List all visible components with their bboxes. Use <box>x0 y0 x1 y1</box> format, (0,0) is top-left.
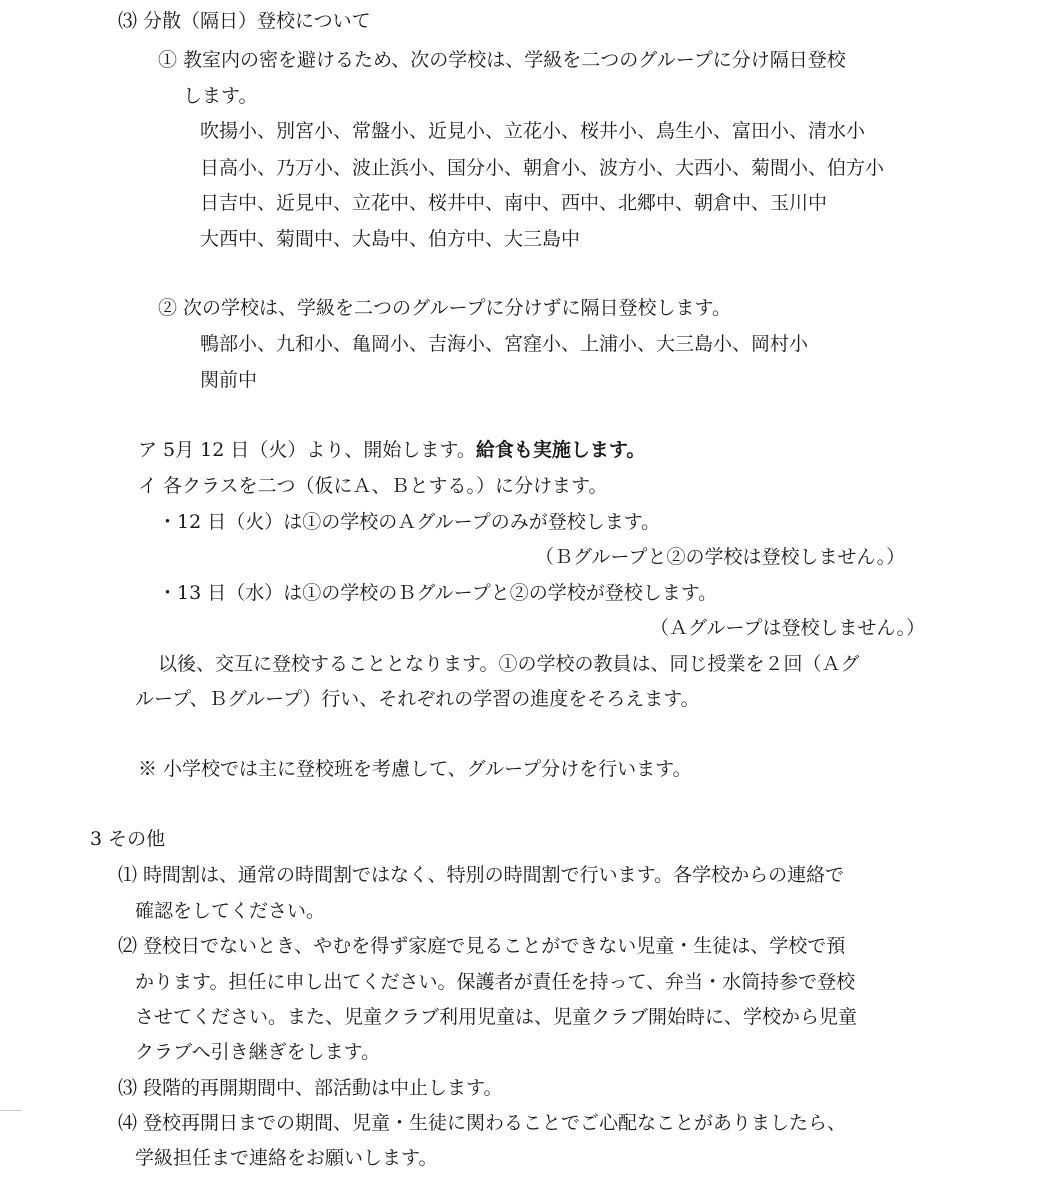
section-heading-other: 3 その他 <box>90 828 166 850</box>
other-item2-line1: ⑵ 登校日でないとき、やむを得ず家庭で見ることができない児童・生徒は、学校で預 <box>118 935 846 957</box>
other-item1-line2: 確認をしてください。 <box>135 900 326 922</box>
day12-schedule: ・12 日（火）は①の学校のＡグループのみが登校します。 <box>158 511 661 533</box>
item1-text-line1: ① 教室内の密を避けるため、次の学校は、学級を二つのグループに分け隔日登校 <box>158 49 846 71</box>
other-item4-line1: ⑷ 登校再開日までの期間、児童・生徒に関わることでご心配なことがありましたら、 <box>118 1112 847 1134</box>
point-a-text: ア 5月 12 日（火）より、開始します。 <box>138 439 476 461</box>
day13-note: （Ａグループは登校しません。） <box>650 617 926 639</box>
day12-note: （Ｂグループと②の学校は登校しません。） <box>535 546 906 568</box>
alternating-explanation-line2: ループ、Ｂグループ）行い、それぞれの学習の進度をそろえます。 <box>135 688 700 710</box>
item2-text-line1: ② 次の学校は、学級を二つのグループに分けずに隔日登校します。 <box>158 297 732 319</box>
item1-school-list-line: 日吉中、近見中、立花中、桜井中、南中、西中、北郷中、朝倉中、玉川中 <box>200 192 828 214</box>
alternating-explanation-line1: 以後、交互に登校することとなります。①の学校の教員は、同じ授業を２回（Ａグ <box>158 653 860 675</box>
point-a-start-date <box>138 437 645 463</box>
point-a-lunch-bold: 給食も実施します。 <box>475 439 646 461</box>
day13-schedule: ・13 日（水）は①の学校のＢグループと②の学校が登校します。 <box>158 582 718 604</box>
item2-school-list-line: 関前中 <box>200 369 258 391</box>
item1-school-list-line: 日高小、乃万小、波止浜小、国分小、朝倉小、波方小、大西小、菊間小、伯方小 <box>200 157 885 179</box>
item1-school-list-line: 吹揚小、別宮小、常盤小、近見小、立花小、桜井小、鳥生小、富田小、清水小 <box>200 120 866 142</box>
other-item2-line3: させてください。また、児童クラブ利用児童は、児童クラブ開始時に、学校から児童 <box>135 1006 858 1028</box>
other-item3: ⑶ 段階的再開期間中、部活動は中止します。 <box>118 1077 503 1099</box>
section-heading-distributed-attendance: ⑶ 分散（隔日）登校について <box>118 10 371 32</box>
other-item2-line2: かります。担任に申し出てください。保護者が責任を持って、弁当・水筒持参で登校 <box>135 971 856 993</box>
scan-edge-mark <box>0 1110 22 1111</box>
item1-school-list-line: 大西中、菊間中、大島中、伯方中、大三島中 <box>200 228 581 250</box>
item2-school-list-line: 鴨部小、九和小、亀岡小、吉海小、宮窪小、上浦小、大三島小、岡村小 <box>200 333 809 355</box>
grouping-note: ※ 小学校では主に登校班を考慮して、グループ分けを行います。 <box>138 758 692 780</box>
other-item4-line2: 学級担任まで連絡をお願いします。 <box>135 1147 438 1169</box>
point-i-class-split: イ 各クラスを二つ（仮にＡ、Ｂとする。）に分けます。 <box>138 475 608 497</box>
item1-text-line2: します。 <box>183 85 258 107</box>
other-item1-line1: ⑴ 時間割は、通常の時間割ではなく、特別の時間割で行います。各学校からの連絡で <box>118 864 845 886</box>
other-item2-line4: クラブへ引き継ぎをします。 <box>135 1041 381 1063</box>
